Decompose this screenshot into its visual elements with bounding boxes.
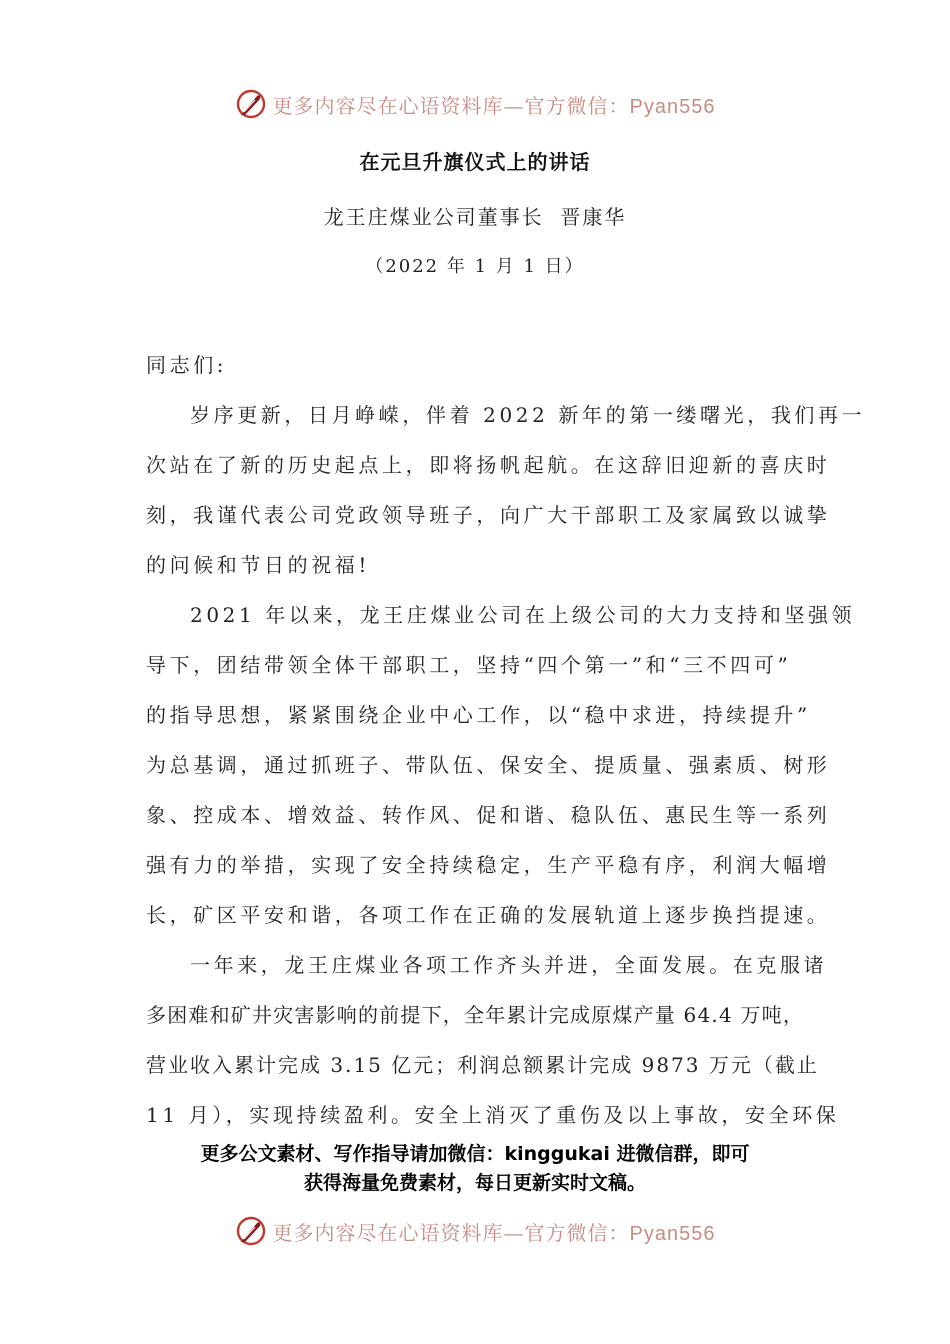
watermark-text: 更多内容尽在心语资料库—官方微信：Pyan556	[272, 93, 716, 118]
body-line: 2021 年以来，龙王庄煤业公司在上级公司的大力支持和坚强领	[190, 603, 856, 627]
body-line: 刻，我谨代表公司党政领导班子，向广大干部职工及家属致以诚挚	[146, 503, 831, 527]
body-line: 11 月），实现持续盈利。安全上消灭了重伤及以上事故，安全环保	[146, 1103, 840, 1127]
watermark-text: 更多内容尽在心语资料库—官方微信：Pyan556	[272, 1220, 716, 1245]
body-line: 为总基调，通过抓班子、带队伍、保安全、提质量、强素质、树形	[146, 753, 831, 777]
body-line: 岁序更新，日月峥嵘，伴着 2022 新年的第一缕曙光，我们再一	[190, 403, 866, 427]
body-line: 的问候和节日的祝福!	[146, 553, 371, 577]
promo-line-2: 获得海量免费素材，每日更新实时文稿。	[303, 1172, 646, 1194]
quill-pen-circle-icon	[235, 88, 267, 120]
watermark-wechat-id: Pyan556	[629, 95, 716, 118]
body-line: 营业收入累计完成 3.15 亿元；利润总额累计完成 9873 万元（截止	[146, 1053, 819, 1077]
document-author: 龙王庄煤业公司董事长 晋康华	[323, 205, 627, 229]
body-line: 强有力的举措，实现了安全持续稳定，生产平稳有序，利润大幅增	[146, 853, 831, 877]
body-line: 导下，团结带领全体干部职工，坚持“四个第一”和“三不四可”	[146, 653, 792, 677]
watermark-footer	[0, 1211, 950, 1251]
body-line: 象、控成本、增效益、转作风、促和谐、稳队伍、惠民生等一系列	[146, 803, 831, 827]
body-line: 长，矿区平安和谐，各项工作在正确的发展轨道上逐步换挡提速。	[146, 903, 831, 927]
document-date: （2022 年 1 月 1 日）	[365, 256, 585, 277]
quill-pen-circle-icon	[235, 1215, 267, 1247]
body-line: 的指导思想，紧紧围绕企业中心工作，以“稳中求进，持续提升”	[146, 703, 811, 727]
promo-line-1: 更多公文素材、写作指导请加微信：kinggukai 进微信群，即可	[200, 1143, 750, 1165]
greeting: 同志们:	[146, 353, 228, 377]
body-line: 一年来，龙王庄煤业各项工作齐头并进，全面发展。在克服诸	[190, 953, 828, 977]
body-line: 多困难和矿井灾害影响的前提下，全年累计完成原煤产量 64.4 万吨，	[146, 1003, 805, 1027]
body-line: 次站在了新的历史起点上，即将扬帆起航。在这辞旧迎新的喜庆时	[146, 453, 831, 477]
document-title: 在元旦升旗仪式上的讲话	[359, 150, 591, 174]
watermark-wechat-id: Pyan556	[629, 1222, 716, 1245]
watermark-header	[0, 84, 950, 124]
